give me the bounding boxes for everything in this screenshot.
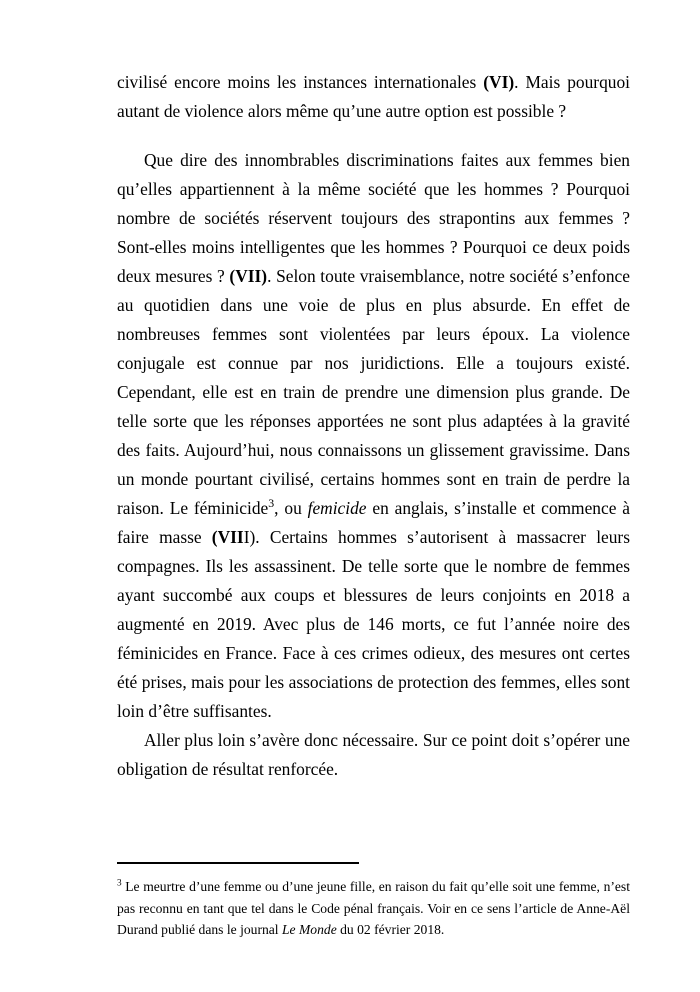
footnote-number: 3 — [117, 877, 122, 888]
roman-numeral-marker-tail: I) — [243, 527, 256, 547]
text-run: Que dire des innombrables discriminations faites aux femmes bien qu’elles appartiennent à la même société que les hommes ? Pourquoi nombre de sociétés réservent toujours des strapontins aux femmes ? Sont-elles moins intelligentes que les hommes ? Pourquoi ce deux poids deux mesures ? — [117, 150, 630, 286]
roman-numeral-marker: (VIII) — [211, 527, 256, 547]
text-run: . Certains hommes s’autorisent à massacrer leurs compagnes. Ils les assassinent. De telle sorte que le nombre de femmes ayant succombé aux coups et blessures de leurs conjoints en 2018 a augmenté en 2019. Avec plus de 146 morts, ce fut l’année noire des féminicides en France. Face à ces crimes odieux, des mesures ont certes été prises, mais pour les associations de protection des femmes, elles sont loin d’être suffisantes. — [117, 527, 630, 721]
body-paragraph — [117, 726, 630, 784]
body-paragraph — [117, 146, 630, 726]
text-run: . Selon toute vraisemblance, notre société s’enfonce au quotidien dans une voie de plus en plus absurde. En effet de nombreuses femmes sont violentées par leurs époux. La violence conjugale est connue par nos juridictions. Elle a toujours existé. Cependant, elle est en train de prendre une dimension plus grande. De telle sorte que les réponses apportées ne sont plus adaptées à la gravité des faits. Aujourd’hui, nous connaissons un glissement gravissime. Dans un monde pourtant civilisé, certains hommes sont en train de perdre la raison. Le féminicide — [117, 266, 630, 518]
text-run: du 02 février 2018. — [336, 922, 445, 937]
roman-numeral-marker: (VII) — [229, 266, 268, 286]
text-run: , ou — [274, 498, 308, 518]
text-run: civilisé encore moins les instances internationales — [117, 72, 484, 92]
text-run: Le meurtre d’une femme ou d’une jeune fille, en raison du fait qu’elle soit une femme, n’est pas reconnu en tant que tel dans le Code pénal français. Voir en ce sens l’article de Anne-Aël Durand publié dans le journal — [117, 879, 630, 937]
text-run: Aller plus loin s’avère donc nécessaire. Sur ce point doit s’opérer une obligation de résultat renforcée. — [117, 730, 630, 779]
roman-numeral-marker: (VI) — [483, 72, 515, 92]
body-text-column — [117, 68, 630, 784]
footnote-reference-marker[interactable]: 3 — [268, 496, 275, 511]
footnote-text — [117, 876, 630, 941]
italic-term: Le Monde — [281, 922, 337, 937]
footnote-separator-rule — [117, 862, 359, 864]
italic-term: femicide — [307, 498, 367, 518]
body-paragraph — [117, 68, 630, 126]
text-run: en anglais, s’installe et commence à faire masse — [117, 498, 630, 547]
text-run: . Mais pourquoi autant de violence alors même qu’une autre option est possible ? — [117, 72, 631, 121]
footnote-block — [117, 862, 630, 941]
